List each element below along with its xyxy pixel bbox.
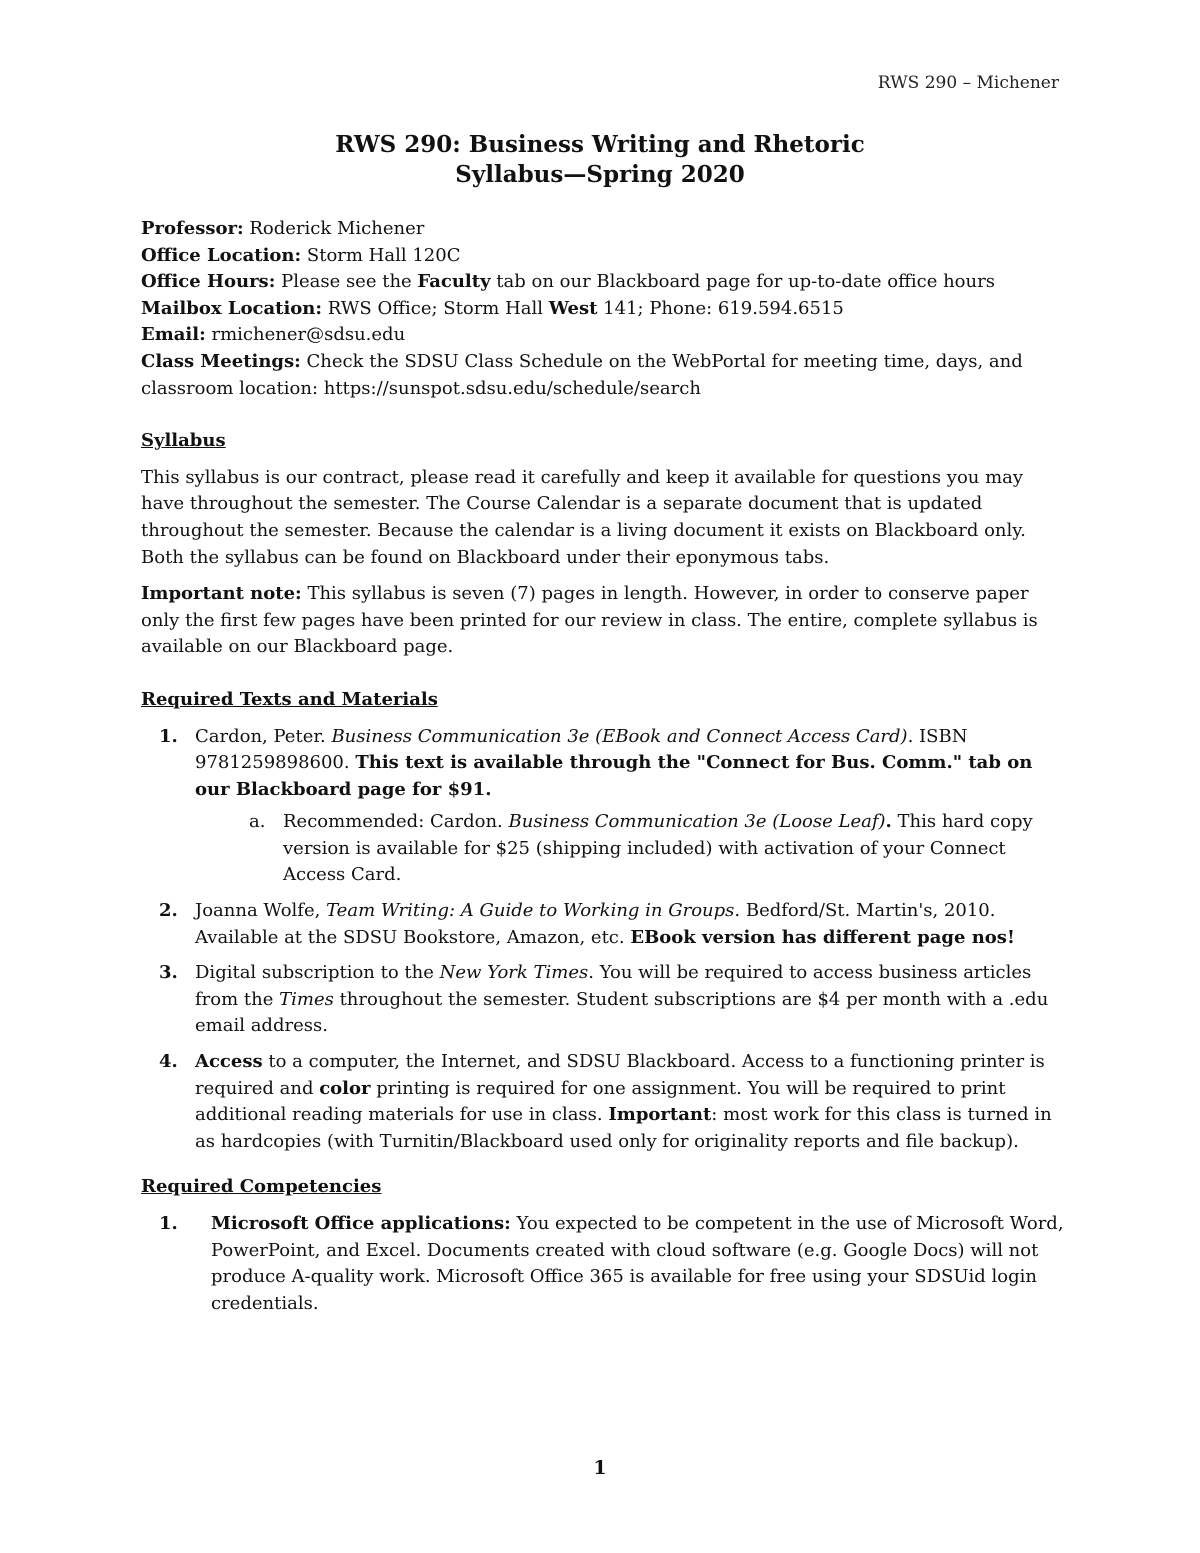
office-hours-label: Office Hours: (141, 271, 276, 293)
mailbox-line (141, 296, 1066, 323)
item1-author: Cardon, Peter. (195, 725, 326, 747)
item3-title: New York Times (439, 962, 589, 984)
item2-author: Joanna Wolfe, (195, 900, 321, 922)
document-body (141, 216, 1066, 1326)
required-texts-list (141, 724, 1066, 1156)
syllabus-heading: Syllabus (141, 430, 226, 452)
item1-isbn: . ISBN 9781259898600. (195, 725, 968, 774)
course-info (141, 216, 1066, 402)
mailbox-label: Mailbox Location: (141, 297, 323, 319)
course-title: RWS 290: Business Writing and Rhetoric (335, 131, 865, 158)
sub-recommended: Recommended: Cardon. (283, 811, 503, 833)
item3-mid: . You will be required to access business articles from the (195, 962, 1032, 1010)
competency-text: You expected to be competent in the use of Microsoft Word, PowerPoint, and Excel. Documents created with cloud software (e.g. Google Docs) will not produce A-quality work. Microsoft Office 365 is available for free using your SDSUid login credentials. (211, 1213, 1064, 1314)
list-item (141, 960, 1066, 1040)
professor-label: Professor: (141, 218, 244, 239)
important-note-label: Important note: (141, 583, 302, 605)
page-number: 1 (593, 1457, 607, 1479)
syllabus-paragraph: This syllabus is our contract, please read it carefully and keep it available for questions you may have throughout the semester. The Course Calendar is a separate document that is updated throughout the semester. Because the calendar is a living document it exists on Blackboard only. Both the syllabus can be found on Blackboard under their eponymous tabs. (141, 466, 1026, 568)
list-number: 1. (159, 1213, 178, 1234)
list-number: 1. (159, 725, 178, 747)
item4-color: color (319, 1077, 371, 1099)
item2-warning: EBook version has different page nos! (630, 926, 1015, 948)
item2-publisher: . Bedford/St. Martin's, 2010. Available at the SDSU Bookstore, Amazon, etc. (195, 900, 996, 948)
office-location-label: Office Location: (141, 244, 302, 266)
class-meetings-value: Check the SDSU Class Schedule on the WebPortal for meeting time, days, and classroom location: https://sunspot.sdsu.edu/schedule/search (141, 350, 1023, 399)
office-hours-post: tab on our Blackboard page for up-to-date office hours (496, 271, 995, 293)
important-note (141, 581, 1066, 661)
office-location-value: Storm Hall 120C (306, 244, 461, 266)
item1-sublist (195, 809, 1066, 889)
sub-list-letter: a. (249, 811, 266, 833)
class-meetings-line (141, 349, 1066, 402)
sub-list-item (195, 809, 1066, 889)
office-hours-pre: Please see the (281, 271, 412, 293)
item4-access: Access (195, 1051, 263, 1073)
mailbox-west: West (548, 297, 598, 319)
item4-text2: printing is required for one assignment. You will be required to print additional reading materials for use in class. (195, 1077, 1006, 1126)
item2-title: Team Writing: A Guide to Working in Groups (326, 900, 735, 922)
class-meetings-label: Class Meetings: (141, 350, 301, 372)
required-texts-heading: Required Texts and Materials (141, 688, 438, 710)
email-line (141, 322, 1066, 349)
title-block (0, 130, 1200, 190)
sub-title: Business Communication 3e (Loose Leaf) (508, 811, 886, 833)
competency-label: Microsoft Office applications: (211, 1213, 511, 1234)
item3-post: throughout the semester. Student subscriptions are $4 per month with a .edu email address. (195, 988, 1049, 1037)
mailbox-post: 141; Phone: 619.594.6515 (603, 297, 844, 319)
item1-availability: This text is available through the "Connect for Bus. Comm." tab on our Blackboard page for $91. (195, 752, 1033, 800)
email-label: Email: (141, 324, 206, 346)
professor-line (141, 216, 1066, 243)
item4-text1: to a computer, the Internet, and SDSU Blackboard. Access to a functioning printer is required and (195, 1051, 1045, 1099)
office-location-line (141, 243, 1066, 270)
item3-pre: Digital subscription to the (195, 962, 434, 984)
faculty-tab-text: Faculty (417, 271, 491, 293)
running-header: RWS 290 – Michener (877, 73, 1059, 93)
list-number: 2. (159, 900, 178, 922)
list-item (141, 724, 1066, 890)
sub-dot: . (885, 811, 892, 833)
list-item (141, 1049, 1066, 1155)
office-hours-line (141, 269, 1066, 296)
list-number: 3. (159, 962, 178, 984)
item4-text3: : most work for this class is turned in as hardcopies (with Turnitin/Blackboard used only for originality reports and file backup). (195, 1104, 1052, 1152)
item3-title2: Times (279, 988, 334, 1010)
competencies-list (141, 1211, 1066, 1317)
email-value: rmichener@sdsu.edu (211, 324, 406, 346)
item4-important: Important (608, 1104, 712, 1126)
professor-value: Roderick Michener (249, 218, 425, 239)
list-item (141, 898, 1066, 951)
important-note-text: This syllabus is seven (7) pages in length. However, in order to conserve paper only the first few pages have been printed for our review in class. The entire, complete syllabus is available on our Blackboard page. (141, 583, 1038, 658)
sub-text: This hard copy version is available for $25 (shipping included) with activation of your Connect Access Card. (283, 811, 1033, 886)
list-number: 4. (159, 1051, 178, 1073)
mailbox-pre: RWS Office; Storm Hall (327, 297, 544, 319)
list-item (141, 1211, 1066, 1317)
competencies-heading: Required Competencies (141, 1176, 382, 1198)
item1-title: Business Communication 3e (EBook and Connect Access Card) (331, 725, 908, 747)
syllabus-subtitle: Syllabus—Spring 2020 (455, 161, 745, 188)
